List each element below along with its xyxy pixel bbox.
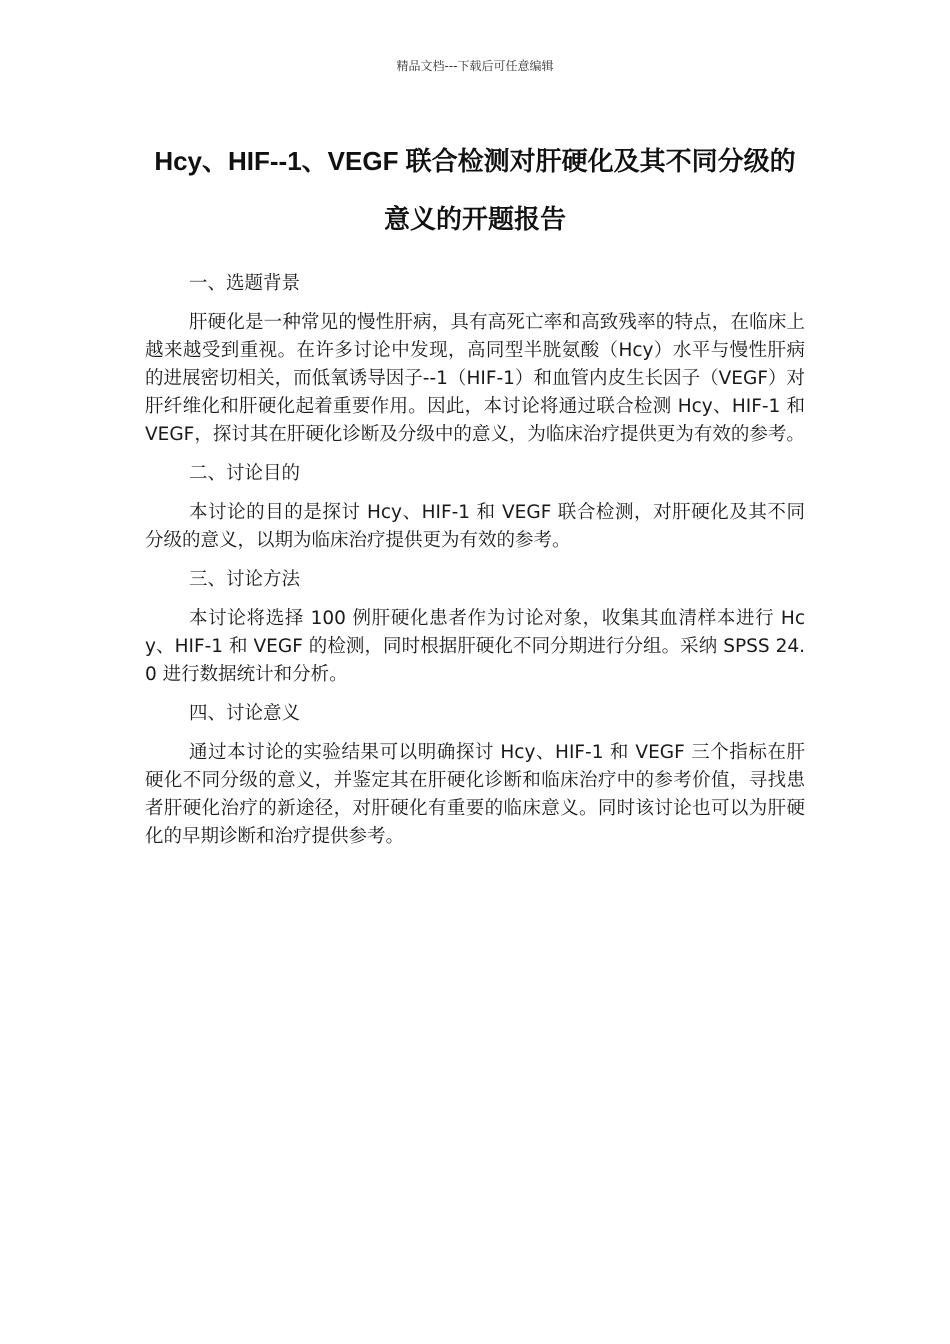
section-heading-methods: 三、讨论方法 (189, 569, 301, 590)
document-title: Hcy、HIF--1、VEGF 联合检测对肝硬化及其不同分级的意义的开题报告 (154, 146, 796, 234)
section-paragraph-significance: 通过本讨论的实验结果可以明确探讨 Hcy、HIF-1 和 VEGF 三个指标在肝硬化不同分级的意义，并鉴定其在肝硬化诊断和临床治疗中的参考价值，寻找患者肝硬化治疗的新途径，对肝硬化有重要的临床意义。同时该讨论也可以为肝硬化的早期诊断和治疗提供参考。 (145, 742, 805, 847)
section-paragraph-background: 肝硬化是一种常见的慢性肝病，具有高死亡率和高致残率的特点，在临床上越来越受到重视。在许多讨论中发现，高同型半胱氨酸（Hcy）水平与慢性肝病的进展密切相关，而低氧诱导因子--1（HIF-1）和血管内皮生长因子（VEGF）对肝纤维化和肝硬化起着重要作用。因此，本讨论将通过联合检测 Hcy、HIF-1 和 VEGF，探讨其在肝硬化诊断及分级中的意义，为临床治疗提供更为有效的参考。 (145, 312, 805, 445)
section-heading-purpose: 二、讨论目的 (189, 463, 301, 484)
section-paragraph-purpose: 本讨论的目的是探讨 Hcy、HIF-1 和 VEGF 联合检测，对肝硬化及其不同分级的意义，以期为临床治疗提供更为有效的参考。 (145, 502, 805, 551)
document-body (145, 270, 805, 862)
section-heading-significance: 四、讨论意义 (189, 703, 301, 724)
section-heading-background: 一、选题背景 (189, 273, 301, 294)
section-paragraph-methods: 本讨论将选择 100 例肝硬化患者作为讨论对象，收集其血清样本进行 Hcy、HIF-1 和 VEGF 的检测，同时根据肝硬化不同分期进行分组。采纳 SPSS 24.0 进行数据统计和分析。 (145, 608, 805, 685)
header-note: 精品文档---下载后可任意编辑 (396, 59, 554, 73)
